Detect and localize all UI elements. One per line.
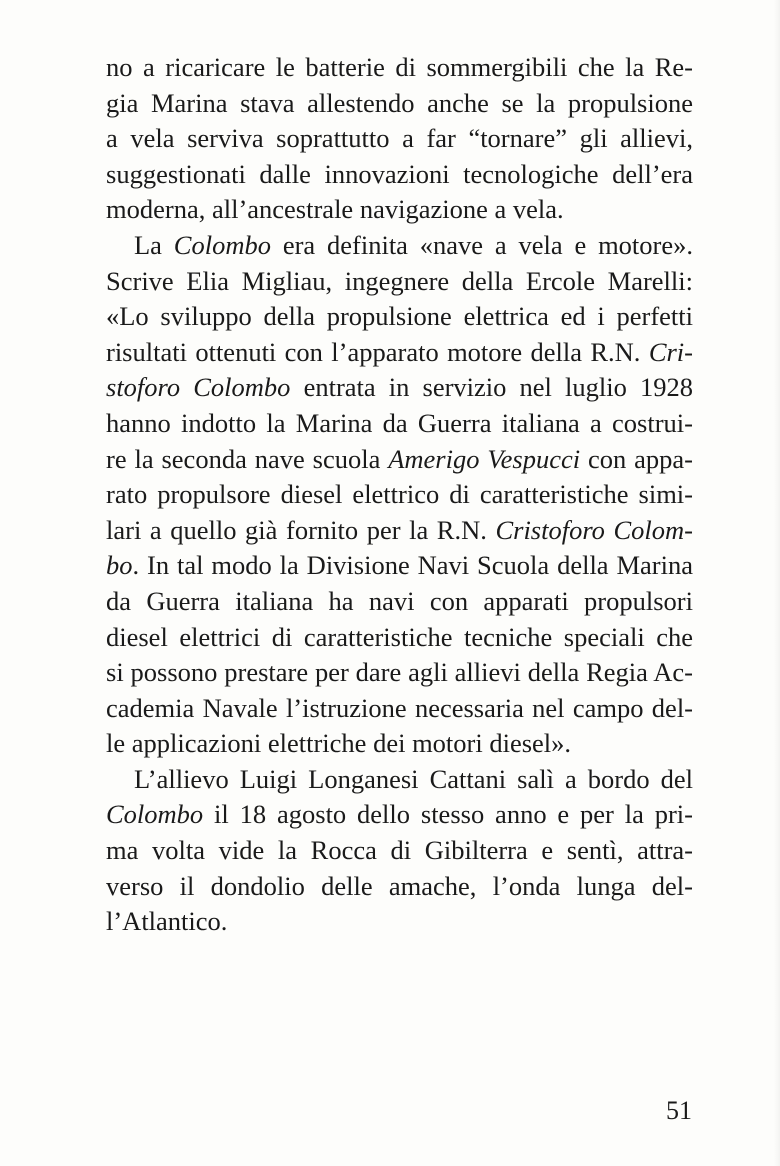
- text-line: [106, 228, 693, 264]
- text-line: [106, 869, 693, 905]
- text-line: [106, 50, 693, 86]
- italic-text: Cri-: [648, 336, 693, 367]
- text-run: moderna, all’ancestrale navigazione a vela.: [106, 194, 564, 225]
- text-run: . In tal modo la Divisione Navi Scuola della Marina: [132, 550, 693, 581]
- paragraph: [106, 50, 693, 228]
- text-run: le applicazioni elettriche dei motori diesel».: [106, 728, 572, 759]
- text-run: l’Atlantico.: [106, 906, 228, 937]
- text-line: [106, 691, 693, 727]
- text-line: [106, 584, 693, 620]
- text-line: [106, 442, 693, 478]
- text-line: [106, 157, 693, 193]
- text-run: lari a quello già fornito per la R.N.: [106, 514, 496, 545]
- text-line: [106, 726, 693, 762]
- page-edge-shadow: [774, 0, 780, 1166]
- text-run: Scrive Elia Migliau, ingegnere della Ercole Marelli:: [106, 265, 693, 296]
- paragraph: [106, 228, 693, 762]
- text-line: [106, 370, 693, 406]
- text-line: [106, 121, 693, 157]
- text-run: verso il dondolio delle amache, l’onda lunga del-: [106, 870, 693, 901]
- text-line: [106, 477, 693, 513]
- text-line: [106, 192, 693, 228]
- text-line: [106, 335, 693, 371]
- text-line: [106, 797, 693, 833]
- text-line: [106, 86, 693, 122]
- body-text: [106, 50, 693, 940]
- text-line: [106, 620, 693, 656]
- text-run: il 18 agosto dello stesso anno e per la pri-: [203, 799, 693, 830]
- text-run: risultati ottenuti con l’apparato motore della R.N.: [106, 336, 649, 367]
- text-run: re la seconda nave scuola: [106, 443, 389, 474]
- text-run: gia Marina stava allestendo anche se la propulsione: [106, 87, 693, 118]
- text-run: era definita «nave a vela e motore».: [270, 229, 694, 260]
- text-run: «Lo sviluppo della propulsione elettrica ed i perfetti: [106, 301, 693, 332]
- text-line: [106, 904, 693, 940]
- text-line: [106, 513, 693, 549]
- text-line: [106, 833, 693, 869]
- italic-text: Cristoforo Colom-: [495, 514, 693, 545]
- text-run: ma volta vide la Rocca di Gibilterra e sentì, attra-: [106, 835, 693, 866]
- text-run: cademia Navale l’istruzione necessaria nel campo del-: [106, 692, 693, 723]
- text-run: no a ricaricare le batterie di sommergibili che la Re-: [106, 52, 693, 82]
- text-line: [106, 655, 693, 691]
- text-run: si possono prestare per dare agli allievi della Regia Ac-: [106, 657, 693, 688]
- text-run: entrata in servizio nel luglio 1928: [290, 372, 694, 403]
- italic-text: stoforo Colombo: [106, 372, 291, 403]
- text-run: La: [134, 229, 174, 260]
- text-line: [106, 299, 693, 335]
- text-line: [106, 406, 693, 442]
- italic-text: Colombo: [173, 229, 271, 260]
- text-run: diesel elettrici di caratteristiche tecniche speciali che: [106, 621, 693, 652]
- text-run: da Guerra italiana ha navi con apparati propulsori: [106, 585, 693, 616]
- text-run: con appa-: [580, 443, 693, 474]
- text-run: a vela serviva soprattutto a far “tornare” gli allievi,: [106, 123, 693, 154]
- text-line: [106, 548, 693, 584]
- text-run: L’allievo Luigi Longanesi Cattani salì a bordo del: [134, 763, 693, 794]
- page-number: 51: [666, 1096, 692, 1125]
- text-line: [106, 264, 693, 300]
- italic-text: bo: [106, 550, 133, 581]
- text-run: rato propulsore diesel elettrico di caratteristiche simi-: [106, 479, 693, 510]
- text-line: [106, 762, 693, 798]
- paragraph: [106, 762, 693, 940]
- italic-text: Amerigo Vespucci: [388, 443, 581, 474]
- text-run: suggestionati dalle innovazioni tecnologiche dell’era: [106, 158, 693, 189]
- text-run: hanno indotto la Marina da Guerra italiana a costrui-: [106, 407, 693, 438]
- italic-text: Colombo: [106, 799, 204, 830]
